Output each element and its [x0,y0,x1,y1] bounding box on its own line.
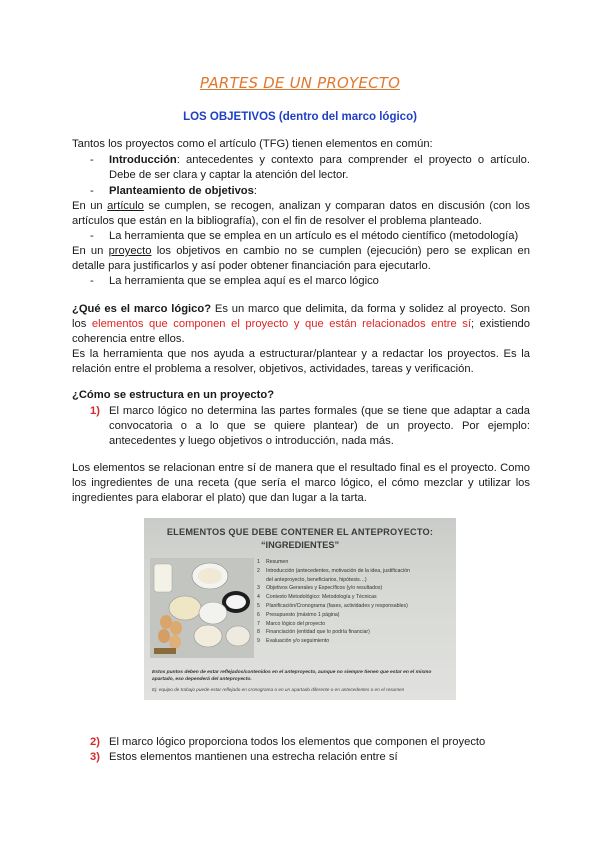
bullet-text: : antecedentes y contexto para comprender el proyecto o artículo. Debe de ser clara y captar la atención del lector. [109,154,530,182]
ingredient-text: Contexto Metodológico: Metodología y Técnicas [266,594,377,601]
bullet-dash: - [90,154,94,166]
ingredient-number: 3 [257,585,260,592]
bullet-text: La herramienta que se emplea en un artículo es el método científico (metodología) [109,230,519,242]
ingredient-item [257,558,453,567]
ingredient-item [257,602,453,611]
ingredients-list [257,558,453,646]
text-run: En un [72,200,108,212]
bullet-label: Planteamiento de objetivos [109,185,254,197]
item-text: El marco lógico proporciona todos los elementos que componen el proyecto [109,736,486,748]
receta-paragraph: Los elementos se relacionan entre sí de manera que el resultado final es el proyecto. Como los ingredientes de una receta (que sería el marco lógico, el cómo mezclar y utilizar los ingredientes para elaborar el plato) que dan lugar a la tarta. [72,462,530,505]
ingredient-number: 6 [257,611,260,618]
proyecto-link[interactable]: proyecto [108,245,152,257]
highlight-text: elementos que componen el proyecto y que están relacionados entre sí [91,318,471,331]
figure-title: ELEMENTOS QUE DEBE CONTENER EL ANTEPROYECTO: [166,527,434,537]
ingredient-item [257,611,453,620]
ingredient-text: Objetivos Generales y Específicos (y/o resultados) [266,585,383,592]
text-run: los objetivos en cambio no se cumplen (ejecución) pero se explican en detalle para justificarlos y así poder obtener financiación para ejecutarlo. [72,245,530,273]
figure-note: Estos puntos deben de estar reflejados/contenidos en el anteproyecto, aunque no siempre tienen que estar en el mismo apartado, eso dependerá del anteproyecto. [152,670,432,682]
herramienta-paragraph: Es la herramienta que nos ayuda a estructurar/plantear y a redactar los proyectos. Es la relación entre el problema a resolver, objetivos, actividades, tareas y verificación. [72,348,530,376]
estructura-question: ¿Cómo se estructura en un proyecto? [72,389,275,401]
bullet-metodologia [90,229,530,244]
numbered-item-1 [90,404,530,450]
ingredient-number: 9 [257,638,260,645]
ingredient-item [257,576,453,585]
figure-example: Ej: equipo de trabajo puede estar reflejado en cronograma o en un apartado diferente o en antecedentes o en el resumen [152,687,405,692]
bullet-marco [90,274,530,289]
page-title: PARTES DE UN PROYECTO [199,74,401,92]
item-number: 3) [90,751,100,763]
ingredient-item [257,567,453,576]
bullet-dash: - [90,230,94,242]
item-number: 1) [90,405,100,417]
numbered-item-2 [90,735,530,750]
ingredient-number: 4 [257,594,260,601]
marco-question: ¿Qué es el marco lógico? [72,303,212,315]
bullet-text: La herramienta que se emplea aquí es el marco lógico [109,275,379,287]
text-run: se cumplen, se recogen, analizan y comparan datos en discusión (con los artículos que están en la bibliografía), con el fin de resolver el problema planteado. [72,200,530,228]
proyecto-paragraph [72,244,530,274]
ingredient-text: Planificación/Cronograma (fases, actividades y responsables) [266,602,408,609]
bullet-dash: - [90,275,94,287]
bullet-label: Introducción [109,154,177,166]
marco-logico-paragraph [72,302,530,348]
ingredient-text: del anteproyecto, beneficiarios, hipótesis…) [266,576,367,583]
ingredient-item [257,620,453,629]
ingredient-text: Resumen [266,559,289,565]
ingredient-number: 5 [257,602,260,609]
item-text: Estos elementos mantienen una estrecha relación entre sí [109,751,398,763]
ingredient-item [257,593,453,602]
text-run: ; existiendo coherencia entre ellos. [72,318,531,346]
ingredient-text: Financiación (entidad que lo podría financiar) [266,629,370,636]
ingredientes-figure [144,518,456,700]
text-run: Es un marco que delimita, da forma y solidez al proyecto. Son los [72,303,531,331]
ingredient-item [257,637,453,646]
ingredient-number: 2 [257,567,260,574]
numbered-item-3 [90,750,530,765]
item-number: 2) [90,736,100,748]
ingredient-number: 8 [257,629,260,636]
articulo-paragraph [72,199,530,229]
ingredient-item [257,584,453,593]
ingredient-number: 1 [257,559,260,565]
bullet-dash: - [90,185,94,197]
ingredients-photo [150,558,254,658]
ingredient-text: Presupuesto (máximo 1 página) [266,611,340,618]
bullet-introduccion [90,153,530,183]
bullet-planteamiento [90,184,530,199]
intro-paragraph: Tantos los proyectos como el artículo (TFG) tienen elementos en común: [72,138,433,150]
ingredient-item [257,628,453,637]
item-text: El marco lógico no determina las partes formales (que se tiene que adaptar a cada convocatoria o a lo que se quiere plantear) de un proyecto. Por ejemplo: antecedentes y luego objetivos o introducción, nada más. [109,405,530,448]
ingredient-number: 7 [257,620,260,627]
bullet-text: : [253,185,257,197]
section-subtitle: LOS OBJETIVOS (dentro del marco lógico) [183,111,417,123]
ingredient-text: Evaluación y/o seguimiento [266,638,330,645]
ingredient-text: Marco lógico del proyecto [266,620,326,627]
ingredient-text: Introducción (antecedentes, motivación de la idea, justificación [266,567,410,574]
text-run: En un [72,245,109,257]
articulo-link[interactable]: artículo [107,200,144,212]
figure-subtitle: “INGREDIENTES” [260,540,340,550]
